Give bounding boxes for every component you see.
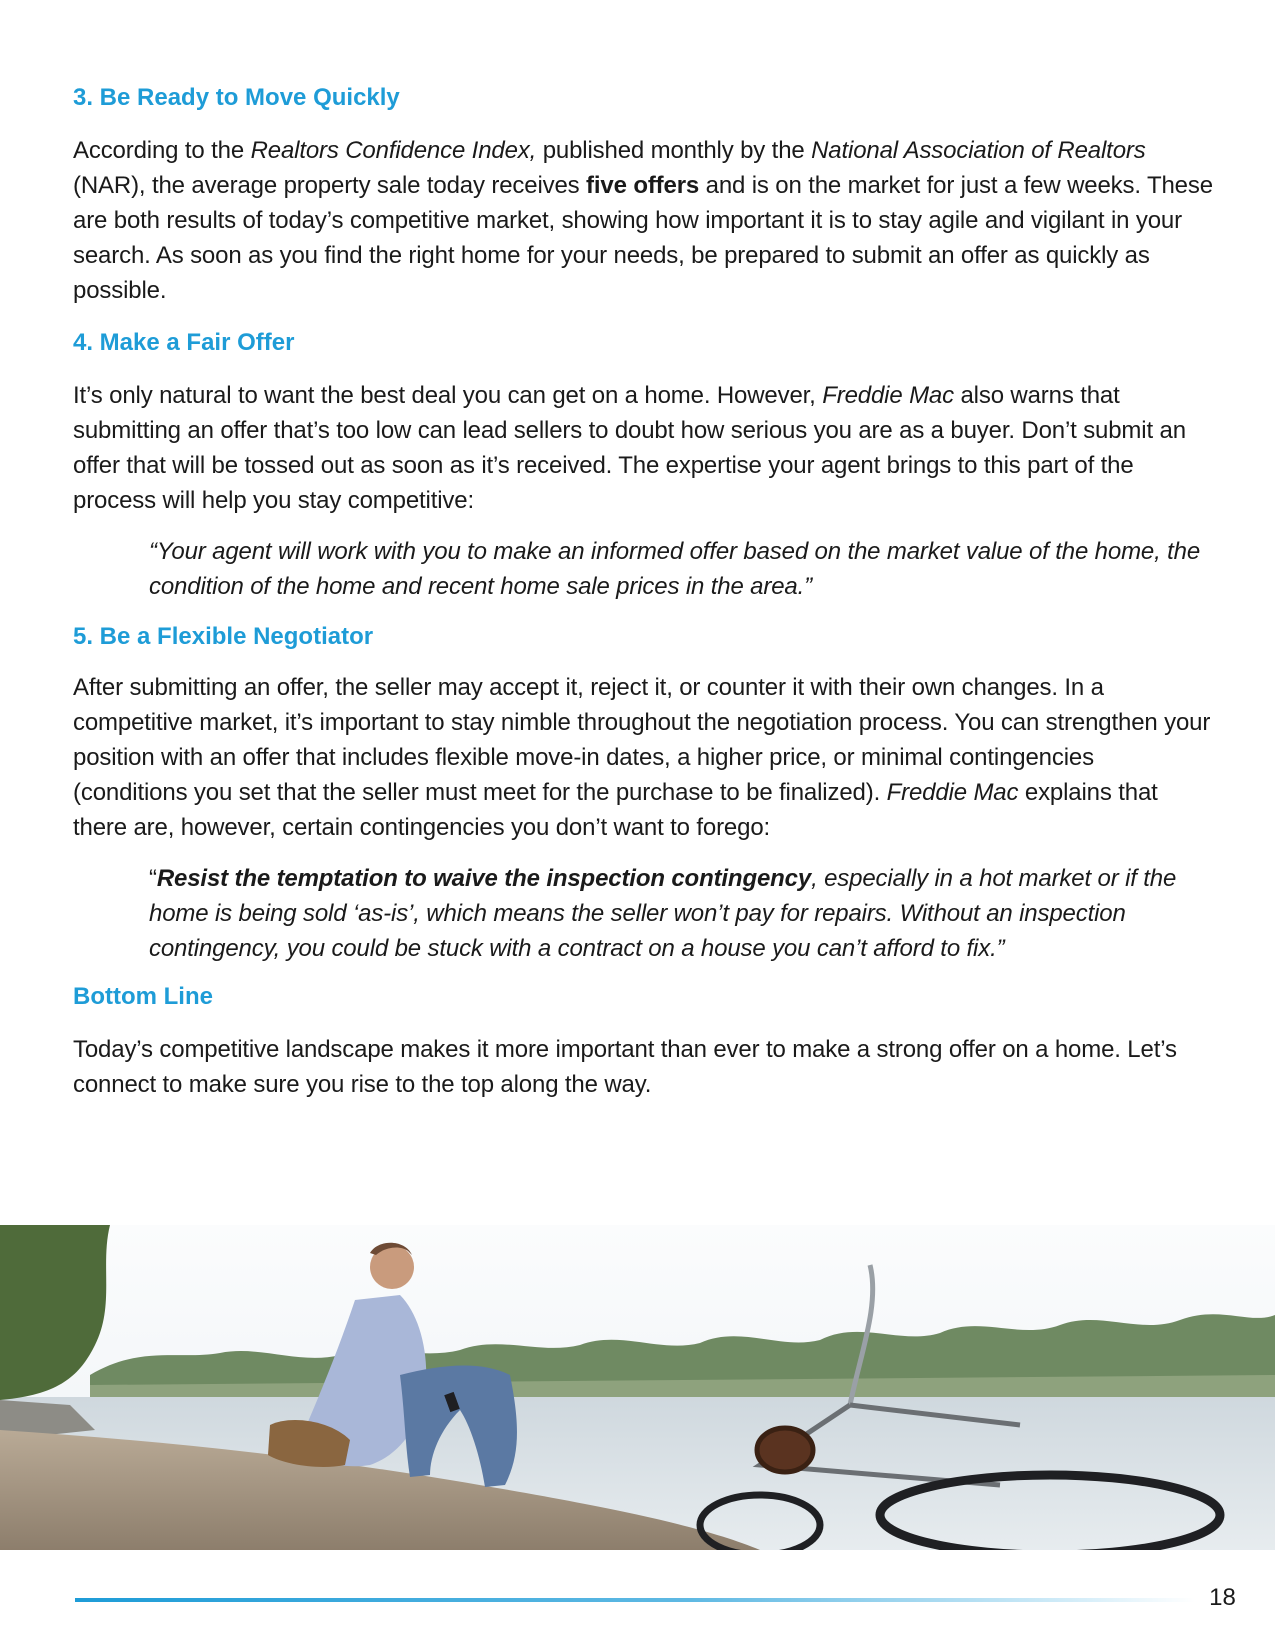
paragraph-be-ready xyxy=(73,133,1213,308)
lakeside-photo xyxy=(0,1225,1275,1550)
page-number: 18 xyxy=(1209,1584,1236,1611)
paragraph-fair-offer xyxy=(73,378,1213,518)
bold-quote-text: Resist the temptation to waive the inspection contingency xyxy=(156,865,812,892)
footer-rule xyxy=(75,1598,1195,1602)
text: , especially in a hot market or if the home is being sold ‘as-is’, which means the seller won’t pay for repairs. Without an inspection contingency, you could be stuck with a contract on a house you can’t afford to fix.” xyxy=(149,865,1177,962)
text: According to the xyxy=(73,137,251,164)
text: (NAR), the average property sale today receives xyxy=(73,172,587,199)
photo-illustration xyxy=(0,1225,1275,1550)
text: After submitting an offer, the seller may accept it, reject it, or counter it with their own changes. In a competitive market, it’s important to stay nimble throughout the negotiation process. You can strengthen your position with an offer that includes flexible move-in dates, a higher price, or minimal contingencies (conditions you set that the seller must meet for the purchase to be finalized). xyxy=(73,674,1211,806)
emphasis-text: Realtors Confidence Index, xyxy=(250,137,537,164)
emphasis-text: National Association of Realtors xyxy=(811,137,1146,164)
heading-fair-offer: 4. Make a Fair Offer xyxy=(73,329,295,356)
text: also warns that submitting an offer that’s too low can lead sellers to doubt how serious you are as a buyer. Don’t submit an offer that will be tossed out as soon as it’s received. The expertise your agent brings to this part of the process will help you stay competitive: xyxy=(73,382,1186,514)
paragraph-bottom-line: Today’s competitive landscape makes it more important than ever to make a strong offer on a home. Let’s connect to make sure you rise to the top along the way. xyxy=(73,1036,1177,1098)
quote-inspection xyxy=(73,861,1213,966)
quote-fair-offer: “Your agent will work with you to make an informed offer based on the market value of the home, the condition of the home and recent home sale prices in the area.” xyxy=(149,538,1201,600)
text: published monthly by the xyxy=(536,137,812,164)
heading-bottom-line: Bottom Line xyxy=(73,983,213,1010)
text: explains that there are, however, certain contingencies you don’t want to forego: xyxy=(73,779,1158,841)
text: and is on the market for just a few weeks. These are both results of today’s competitive market, showing how important it is to stay agile and vigilant in your search. As soon as you find the right home for your needs, be prepared to submit an offer as quickly as possible. xyxy=(73,172,1213,304)
heading-be-ready: 3. Be Ready to Move Quickly xyxy=(73,84,400,111)
bold-text: five offers xyxy=(586,172,700,199)
heading-flexible-negotiator: 5. Be a Flexible Negotiator xyxy=(73,623,374,650)
emphasis-text: Freddie Mac xyxy=(886,779,1019,806)
article-body xyxy=(73,70,1213,1102)
paragraph-flexible-negotiator xyxy=(73,670,1213,845)
text: It’s only natural to want the best deal you can get on a home. However, xyxy=(73,382,823,409)
emphasis-text: Freddie Mac xyxy=(822,382,954,409)
text: “ xyxy=(149,865,157,892)
